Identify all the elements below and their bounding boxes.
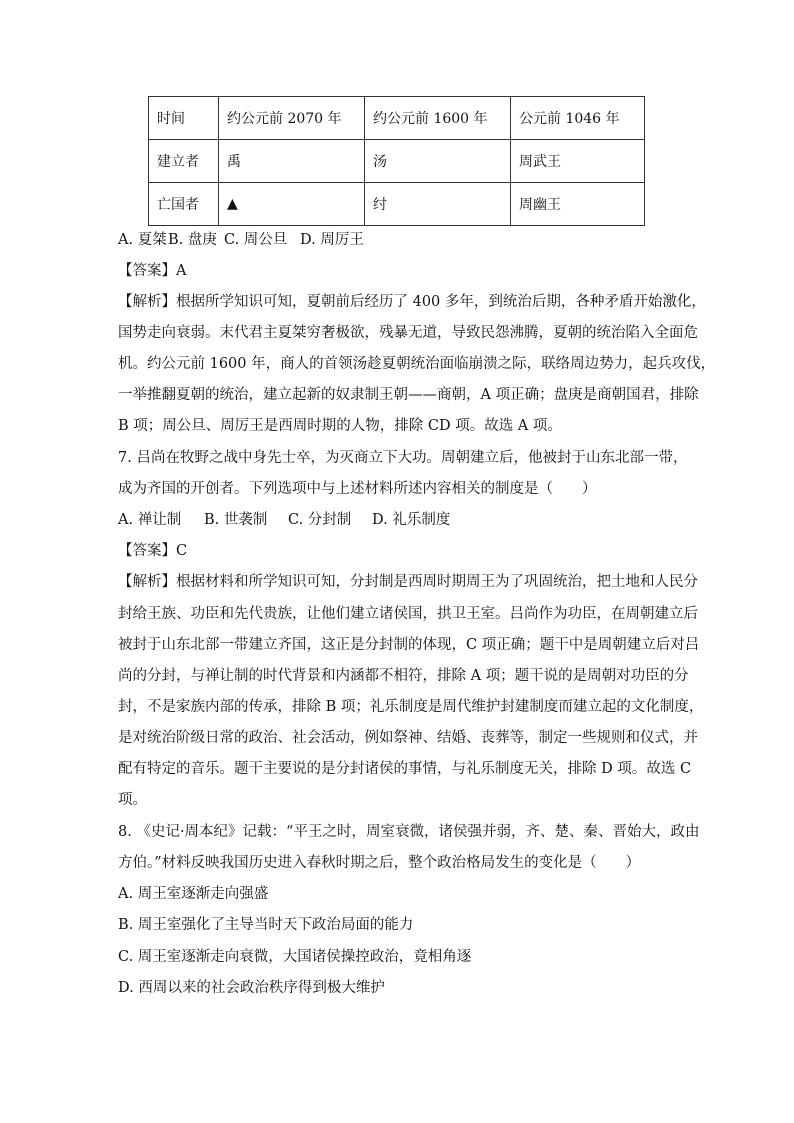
option-b: B. 世袭制 [204, 512, 268, 528]
q7-analysis-line: 项。 [118, 792, 147, 808]
table-cell: 公元前 1046 年 [511, 97, 645, 140]
q7-analysis-line: 被封于山东北部一带建立齐国，这正是分封制的体现，C 项正确；题干中是周朝建立后对吕 [118, 637, 700, 653]
table-row [149, 140, 645, 183]
table-row [149, 97, 645, 140]
q8-stem-line: 方伯。”材料反映我国历史进入春秋时期之后，整个政治格局发生的变化是（ ） [118, 855, 641, 871]
q8-option-b: B. 周王室强化了主导当时天下政治局面的能力 [118, 917, 414, 933]
q7-answer: 【答案】C [118, 543, 188, 559]
q7-analysis-line: 封给王族、功臣和先代贵族，让他们建立诸侯国，拱卫王室。吕尚作为功臣，在周朝建立后 [118, 606, 698, 622]
q6-analysis-line: 【解析】根据所学知识可知，夏朝前后经历了 400 多年，到统治后期，各种矛盾开始激化， [118, 294, 706, 310]
q8-stem-line: 8. 《史记·周本纪》记载：“平王之时，周室衰微，诸侯强并弱，齐、楚、秦、晋始大，政由 [118, 824, 700, 840]
q6-answer: 【答案】A [118, 263, 187, 279]
q6-analysis-line: 一举推翻夏朝的统治，建立起新的奴隶制王朝——商朝，A 项正确；盘庚是商朝国君，排除 [118, 387, 699, 403]
option-d: D. 周厉王 [300, 232, 364, 248]
q7-analysis-line: 配有特定的音乐。题干主要说的是分封诸侯的事情，与礼乐制度无关，排除 D 项。故选 C [118, 761, 692, 777]
dynasty-table [148, 96, 645, 226]
q6-analysis-line: 机。约公元前 1600 年，商人的首领汤趁夏朝统治面临崩溃之际，联络周边势力，起兵攻伐， [118, 356, 716, 372]
q7-analysis-line: 是对统治阶级日常的政治、社会活动，例如祭神、结婚、丧葬等，制定一些规则和仪式，并 [118, 730, 698, 746]
table-cell: 时间 [149, 97, 219, 140]
option-d: D. 礼乐制度 [372, 512, 451, 528]
q7-analysis-line: 【解析】根据材料和所学知识可知，分封制是西周时期周王为了巩固统治，把土地和人民分 [118, 574, 698, 590]
q7-stem-line: 7. 吕尚在牧野之战中身先士卒，为灭商立下大功。周朝建立后，他被封于山东北部一带， [118, 450, 688, 466]
q8-option-d: D. 西周以来的社会政治秩序得到极大维护 [118, 980, 385, 996]
table-cell: 周幽王 [511, 183, 645, 226]
table-cell: 约公元前 2070 年 [219, 97, 365, 140]
q6-analysis-line: 国势走向衰弱。末代君主夏桀穷奢极欲，残暴无道，导致民怨沸腾，夏朝的统治陷入全面危 [118, 325, 698, 341]
option-c: C. 周公旦 [224, 232, 288, 248]
table-cell: 周武王 [511, 140, 645, 183]
table-cell: 汤 [365, 140, 511, 183]
q7-stem-line: 成为齐国的开创者。下列选项中与上述材料所述内容相关的制度是（ ） [118, 481, 597, 497]
q8-option-a: A. 周王室逐渐走向强盛 [118, 886, 269, 902]
table-cell: 建立者 [149, 140, 219, 183]
q7-options [118, 510, 686, 530]
table-cell: 约公元前 1600 年 [365, 97, 511, 140]
option-c: C. 分封制 [288, 512, 352, 528]
option-b: B. 盘庚 [168, 232, 217, 248]
q7-analysis-line: 封，不是家族内部的传承，排除 B 项；礼乐制度是周代维护封建制度而建立起的文化制度， [118, 699, 704, 715]
option-a: A. 禅让制 [118, 512, 182, 528]
q7-analysis-line: 尚的分封，与禅让制的时代背景和内涵都不相符，排除 A 项；题干说的是周朝对功臣的分 [118, 668, 689, 684]
table-row [149, 183, 645, 226]
table-cell: 亡国者 [149, 183, 219, 226]
q6-options [118, 230, 686, 250]
table-cell: 禹 [219, 140, 365, 183]
q6-analysis-line: B 项；周公旦、周厉王是西周时期的人物，排除 CD 项。故选 A 项。 [118, 418, 562, 434]
q8-option-c: C. 周王室逐渐走向衰微，大国诸侯操控政治，竟相角逐 [118, 949, 472, 965]
table-cell: ▲ [219, 183, 365, 226]
option-a: A. 夏桀 [118, 232, 167, 248]
table-cell: 纣 [365, 183, 511, 226]
